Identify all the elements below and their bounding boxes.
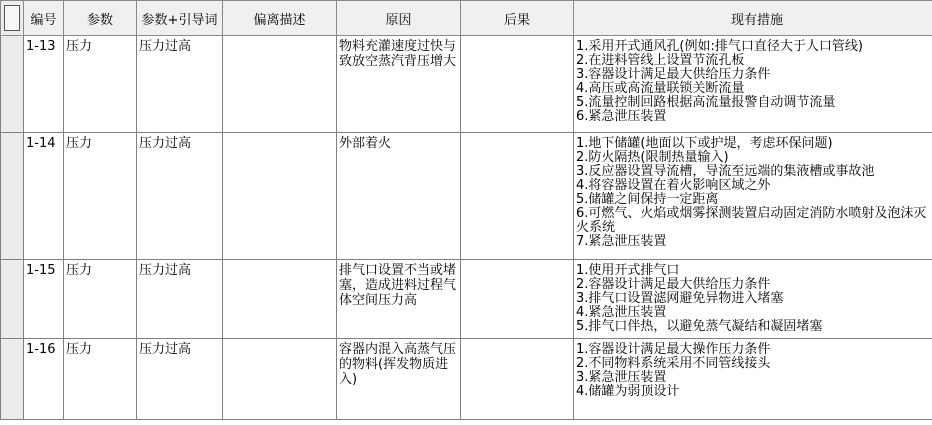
cell-cause-text: 物料充灌速度过快与致放空蒸汽背压增大 xyxy=(339,39,457,69)
cell-consequence-text xyxy=(463,260,571,263)
measure-item: 1.地下储罐(地面以下或护堤，考虑环保问题) xyxy=(576,136,833,151)
measures-list xyxy=(576,260,932,334)
cell-cause[interactable] xyxy=(337,260,461,339)
table-row[interactable] xyxy=(1,133,932,260)
measure-item: 6.紧急泄压装置 xyxy=(576,109,667,124)
cell-cause-text: 容器内混入高蒸气压的物料(挥发物质进入) xyxy=(339,342,457,387)
measure-item: 4.储罐为弱顶设计 xyxy=(576,384,680,399)
cell-id-text: 1-13 xyxy=(26,39,56,54)
cell-param[interactable] xyxy=(64,260,137,339)
measure-item: 3.反应器设置导流槽，导流至远端的集液槽或事故池 xyxy=(576,164,875,179)
row-selector[interactable] xyxy=(1,133,24,260)
measure-item: 1.采用开式通风孔(例如:排气口直径大于人口管线) xyxy=(576,39,863,54)
cell-consequence[interactable] xyxy=(461,339,574,420)
cell-param-guide[interactable] xyxy=(137,36,223,133)
measure-item: 3.紧急泄压装置 xyxy=(576,370,667,385)
cell-measures[interactable] xyxy=(574,36,932,133)
cell-measures[interactable] xyxy=(574,339,932,420)
cell-deviation-text xyxy=(225,339,334,342)
row-selector[interactable] xyxy=(1,339,24,420)
cell-param-guide[interactable] xyxy=(137,339,223,420)
cell-cause-text: 排气口设置不当或堵塞，造成进料过程气体空间压力高 xyxy=(339,263,457,308)
row-selector[interactable] xyxy=(1,260,24,339)
measure-item: 1.使用开式排气口 xyxy=(576,263,680,278)
cell-param-text: 压力 xyxy=(66,263,93,278)
cell-measures[interactable] xyxy=(574,260,932,339)
cell-param-text: 压力 xyxy=(66,39,93,54)
cell-param-guide-text: 压力过高 xyxy=(139,136,192,151)
cell-cause-text: 外部着火 xyxy=(339,136,392,151)
cell-id[interactable] xyxy=(24,339,64,420)
cell-id[interactable] xyxy=(24,260,64,339)
measure-item: 3.排气口设置滤网避免异物进入堵塞 xyxy=(576,291,784,306)
cell-consequence[interactable] xyxy=(461,133,574,260)
cell-param-text: 压力 xyxy=(66,136,93,151)
cell-param-guide-text: 压力过高 xyxy=(139,263,192,278)
measure-item: 4.高压或高流量联锁关断流量 xyxy=(576,81,745,96)
cell-deviation-text xyxy=(225,133,334,136)
cell-param-guide-text: 压力过高 xyxy=(139,342,192,357)
cell-cause[interactable] xyxy=(337,36,461,133)
cell-consequence[interactable] xyxy=(461,36,574,133)
measure-item: 5.储罐之间保持一定距离 xyxy=(576,192,719,207)
header-id[interactable]: 编号 xyxy=(24,1,64,36)
cell-id[interactable] xyxy=(24,133,64,260)
measure-item: 7.紧急泄压装置 xyxy=(576,234,667,249)
cell-deviation-text xyxy=(225,260,334,263)
cell-cause[interactable] xyxy=(337,133,461,260)
measure-item: 2.容器设计满足最大供给压力条件 xyxy=(576,277,771,292)
measure-item: 5.流量控制回路根据高流量报警自动调节流量 xyxy=(576,95,836,110)
measures-list xyxy=(576,133,932,249)
measure-item: 2.防火隔热(限制热量输入) xyxy=(576,150,729,165)
header-row xyxy=(1,1,932,36)
header-measures[interactable]: 现有措施 xyxy=(574,1,932,36)
cell-consequence[interactable] xyxy=(461,260,574,339)
header-param[interactable]: 参数 xyxy=(64,1,137,36)
cell-id[interactable] xyxy=(24,36,64,133)
measure-item: 6.可燃气、火焰或烟雾探测装置启动固定消防水喷射及泡沫灭火系统 xyxy=(576,206,927,235)
measures-list xyxy=(576,36,932,124)
cell-deviation[interactable] xyxy=(223,260,337,339)
header-deviation[interactable]: 偏离描述 xyxy=(223,1,337,36)
cell-consequence-text xyxy=(463,339,571,342)
cell-deviation[interactable] xyxy=(223,133,337,260)
measure-item: 4.将容器设置在着火影响区域之外 xyxy=(576,178,771,193)
cell-deviation[interactable] xyxy=(223,36,337,133)
measures-list xyxy=(576,339,932,399)
measure-item: 3.容器设计满足最大供给压力条件 xyxy=(576,67,771,82)
measure-item: 4.紧急泄压装置 xyxy=(576,305,667,320)
select-all-box[interactable] xyxy=(4,5,20,31)
cell-param[interactable] xyxy=(64,133,137,260)
cell-id-text: 1-16 xyxy=(26,342,56,357)
cell-id-text: 1-15 xyxy=(26,263,56,278)
cell-id-text: 1-14 xyxy=(26,136,56,151)
header-cause[interactable]: 原因 xyxy=(337,1,461,36)
cell-deviation[interactable] xyxy=(223,339,337,420)
table-row[interactable] xyxy=(1,260,932,339)
header-consequence[interactable]: 后果 xyxy=(461,1,574,36)
cell-param-text: 压力 xyxy=(66,342,93,357)
cell-consequence-text xyxy=(463,36,571,39)
cell-deviation-text xyxy=(225,36,334,39)
row-selector[interactable] xyxy=(1,36,24,133)
cell-consequence-text xyxy=(463,133,571,136)
measure-item: 5.排气口伴热，以避免蒸气凝结和凝固堵塞 xyxy=(576,319,823,334)
select-all-corner[interactable] xyxy=(1,1,24,36)
cell-param[interactable] xyxy=(64,36,137,133)
cell-param-guide[interactable] xyxy=(137,133,223,260)
cell-param-guide-text: 压力过高 xyxy=(139,39,192,54)
table-row[interactable] xyxy=(1,339,932,420)
cell-measures[interactable] xyxy=(574,133,932,260)
cell-param[interactable] xyxy=(64,339,137,420)
header-param-guide[interactable]: 参数+引导词 xyxy=(137,1,223,36)
measure-item: 2.在进料管线上设置节流孔板 xyxy=(576,53,745,68)
cell-param-guide[interactable] xyxy=(137,260,223,339)
measure-item: 2.不同物料系统采用不同管线接头 xyxy=(576,356,771,371)
cell-cause[interactable] xyxy=(337,339,461,420)
measure-item: 1.容器设计满足最大操作压力条件 xyxy=(576,342,771,357)
table-row[interactable] xyxy=(1,36,932,133)
